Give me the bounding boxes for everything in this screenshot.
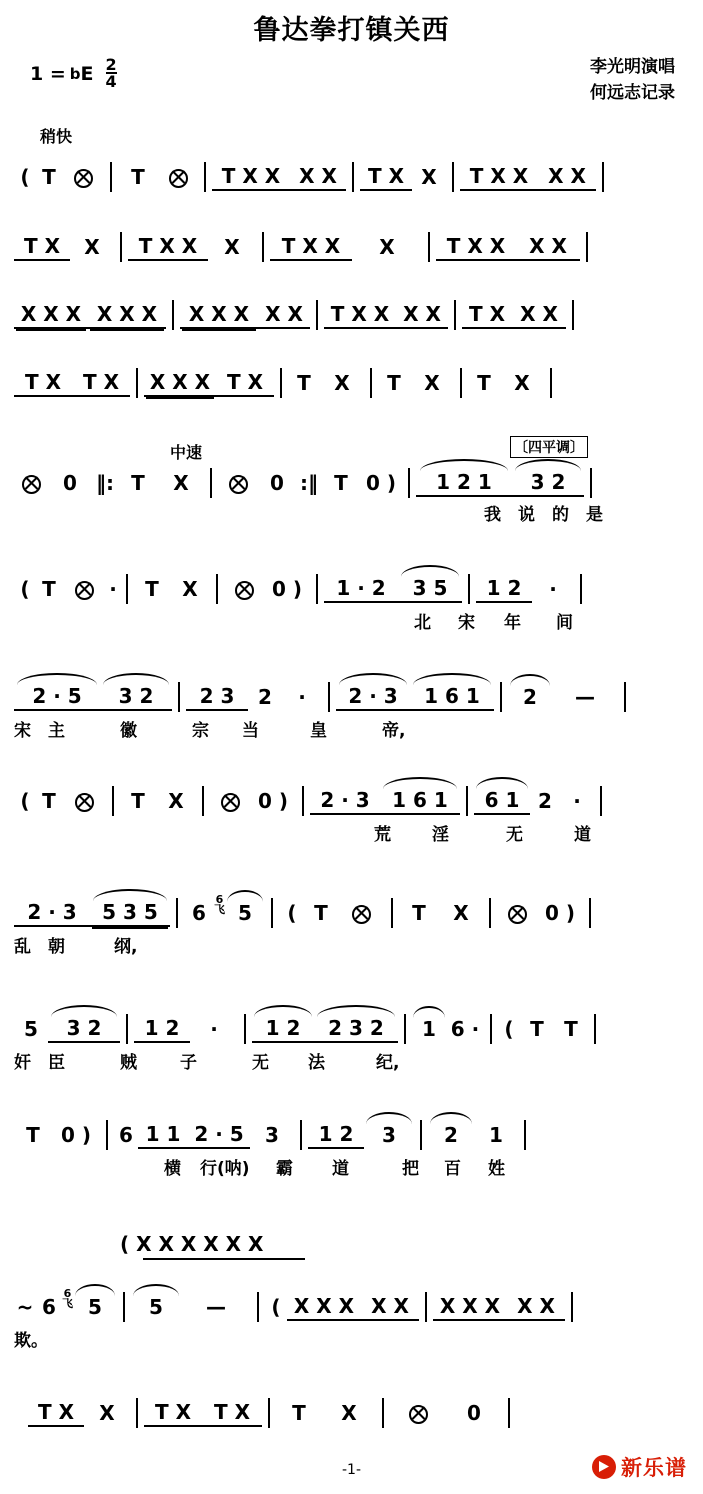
key-note: E <box>80 63 94 85</box>
staff-line-12-notes: ~ 6 6 飞 5 5 — ( X X X X X X X X X X <box>14 1290 689 1324</box>
repeat-start: ‖: <box>96 471 114 495</box>
tempo-mark-1: 稍快 <box>40 127 73 146</box>
staff-line-5-notes: 0 ‖: T X 0 :‖ T 0 ) 1 2 1 3 2 <box>14 466 689 500</box>
time-signature <box>106 57 117 89</box>
staff-line-11-notes: T 0 ) 6 1 1 2 · 5 3 1 2 3 2 1 <box>14 1118 689 1152</box>
page-title: 鲁达拳打镇关西 <box>253 15 450 46</box>
staff-line-4-notes: T X T X X X X T X T X T X T X <box>14 366 689 400</box>
style-label: 〔四平调〕 <box>510 436 588 458</box>
grace-note: 6 飞 <box>214 893 225 916</box>
staff-line-6-notes: ( T · T X 0 ) 1 · 2 3 5 1 2 · <box>14 572 689 606</box>
rest-symbol <box>22 475 41 494</box>
staff-line-7-lyrics: 宋 主 徽 宗 当 皇 帝, <box>14 720 406 741</box>
tempo-mark-2: 中速 <box>170 443 203 462</box>
staff-line-2-notes: T X X T X X X T X X X T X X X X <box>14 230 689 264</box>
staff-line-9-lyrics: 乱 朝 纲, <box>14 936 138 957</box>
staff-line-3-notes: X X X X X X X X X X X T X X X X T X X X <box>14 298 689 332</box>
rest-symbol <box>75 793 94 812</box>
staff-line-12-lyrics: 欺。 <box>14 1330 48 1351</box>
staff-line-11 <box>14 1118 689 1179</box>
grace-note: 6 飞 <box>62 1287 73 1310</box>
rest-symbol <box>221 793 240 812</box>
meter-denominator: 4 <box>105 72 117 91</box>
page-number: -1- <box>341 1462 361 1478</box>
staff-line-2 <box>14 230 689 284</box>
rest-symbol <box>409 1405 428 1424</box>
key-label: 1 = <box>30 63 66 85</box>
rest-symbol <box>235 581 254 600</box>
meter-numerator: 2 <box>105 55 117 74</box>
staff-line-11-lyrics: 横 行(呐) 霸 道 把 百 姓 <box>164 1158 505 1179</box>
credit-singer: 李光明演唱 <box>590 57 675 77</box>
staff-line-9 <box>14 893 689 957</box>
staff-line-8-lyrics: 荒 淫 无 道 <box>374 824 591 845</box>
site-logo[interactable] <box>592 1452 687 1482</box>
rest-symbol <box>74 169 93 188</box>
rest-symbol <box>75 581 94 600</box>
credits <box>590 54 675 106</box>
credit-transcriber: 何远志记录 <box>590 83 675 103</box>
staff-line-10-notes: 5 3 2 1 2 · 1 2 2 3 2 1 6 · ( T T <box>14 1012 689 1046</box>
bracket-annotation: ( X X X X X X <box>120 1232 264 1256</box>
staff-line-13 <box>28 1396 688 1450</box>
site-logo-text: 新乐谱 <box>621 1456 687 1480</box>
staff-line-8-notes: ( T T X 0 ) 2 · 3 1 6 1 6 1 2 · <box>14 784 689 818</box>
staff-line-6 <box>14 572 689 633</box>
rest-symbol <box>352 905 371 924</box>
staff-line-4 <box>14 366 689 420</box>
staff-line-1 <box>14 160 689 214</box>
staff-line-5-lyrics: 我 说 的 是 <box>484 504 603 525</box>
staff-line-12 <box>14 1287 689 1351</box>
rest-symbol <box>229 475 248 494</box>
play-circle-icon <box>592 1455 616 1479</box>
staff-line-5 <box>14 466 689 525</box>
staff-line-8 <box>14 784 689 845</box>
staff-line-3 <box>14 298 689 352</box>
repeat-end: :‖ <box>300 471 318 495</box>
staff-line-1-notes: ( T T T X X X X T X X T X X X X <box>14 160 689 194</box>
staff-line-13-notes: T X X T X T X T X 0 <box>28 1396 688 1430</box>
key-accidental: b <box>69 65 81 83</box>
staff-line-7 <box>14 680 689 741</box>
staff-line-6-lyrics: 北 宋 年 间 <box>414 612 573 633</box>
rest-symbol <box>508 905 527 924</box>
staff-line-10-lyrics: 奸 臣 贼 子 无 法 纪, <box>14 1052 400 1073</box>
key-signature <box>30 55 117 91</box>
rest-symbol <box>169 169 188 188</box>
staff-line-7-notes: 2 · 5 3 2 2 3 2 · 2 · 3 1 6 1 2 — <box>14 680 689 714</box>
beam-underline <box>143 1258 305 1260</box>
staff-line-9-notes: 2 · 3 5 3 5 6 6 飞 5 ( T T X 0 ) <box>14 896 689 930</box>
staff-line-10 <box>14 1012 689 1073</box>
